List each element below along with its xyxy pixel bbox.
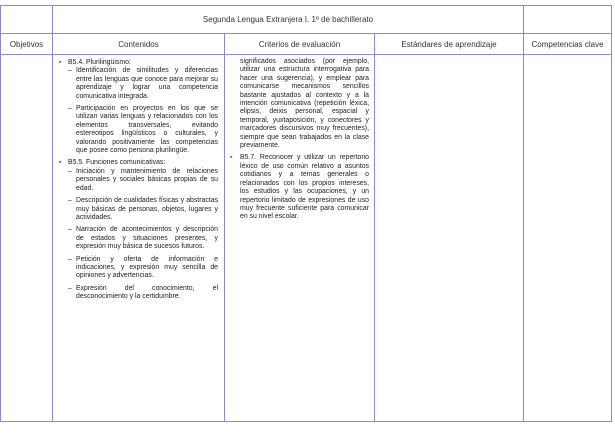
title-row (1, 6, 612, 34)
contenido-block (59, 159, 218, 301)
header-estandares: Estándares de aprendizaje (375, 34, 524, 55)
objetivos-cell (1, 55, 53, 422)
header-competencias: Competencias clave (524, 34, 612, 55)
contenido-items (68, 67, 218, 155)
contenido-item: – Descripción de cualidades físicas y abstractas muy básicas de personas, objetos, lugares y actividades. (68, 197, 218, 222)
contenido-item: – Identificación de similitudes y diferencias entre las lenguas que conoce para mejorar su aprendizaje y lograr una competencia comunicativa integrada. (68, 67, 218, 101)
body-row (1, 55, 612, 422)
contenido-item: – Participación en proyectos en los que se utilizan varias lenguas y relacionados con los elementos transversales, evitando estereotipos lingüísticos o culturales, y valorando positivamente las competencias que posee como persona plurilingüe. (68, 105, 218, 155)
criterio-continuation: significados asociados (por ejemplo, utilizar una estructura interrogativa para hacer una sugerencia), y emplear para comunicarse mecanismos sencillos bastante ajustados al contexto y a la intención comunicativa (repetición léxica, elipsis, deixis personal, espacial y temporal, yuxtaposición, y conectores y marcadores discursivos muy frecuentes), siempre que sean trabajados en la clase previamente. (240, 58, 369, 150)
header-contenidos: Contenidos (53, 34, 225, 55)
criterios-list (230, 154, 369, 221)
contenido-items (68, 168, 218, 302)
contenidos-list (59, 59, 218, 302)
header-criterios: Criterios de evaluación (225, 34, 375, 55)
criterio-item: ▪ B5.7. Reconocer y utilizar un repertorio léxico de uso común relativo a asuntos cotidianos y a temas generales o relacionados con los propios intereses, los estudios y las ocupaciones, y un repertorio limitado de expresiones de uso muy frecuente suficiente para comunicar en su nivel escolar. (230, 154, 369, 221)
contenido-heading: B5.5. Funciones comunicativas: (68, 159, 166, 167)
title-spacer-left (1, 6, 53, 34)
contenido-heading: B5.4. Plurilingüismo: (68, 59, 131, 66)
contenido-block (59, 59, 218, 155)
contenido-item: – Expresión del conocimiento, el desconocimiento y la certidumbre. (68, 285, 218, 302)
curriculum-table (0, 5, 612, 422)
contenido-item: – Petición y oferta de información e indicaciones, y expresión muy sencilla de opiniones y advertencias. (68, 256, 218, 281)
competencias-cell (524, 55, 612, 422)
contenido-item: – Narración de acontecimientos y descripción de estados y situaciones presentes, y expresión muy básica de sucesos futuros. (68, 226, 218, 251)
contenidos-cell (53, 55, 225, 422)
estandares-cell (375, 55, 524, 422)
title-spacer-right (524, 6, 612, 34)
header-row (1, 34, 612, 55)
table-title: Segunda Lengua Extranjera I. 1º de bachillerato (53, 6, 524, 34)
criterios-cell (225, 55, 375, 422)
contenido-item: – Iniciación y mantenimiento de relaciones personales y sociales básicas propias de su edad. (68, 168, 218, 193)
header-objetivos: Objetivos (1, 34, 53, 55)
